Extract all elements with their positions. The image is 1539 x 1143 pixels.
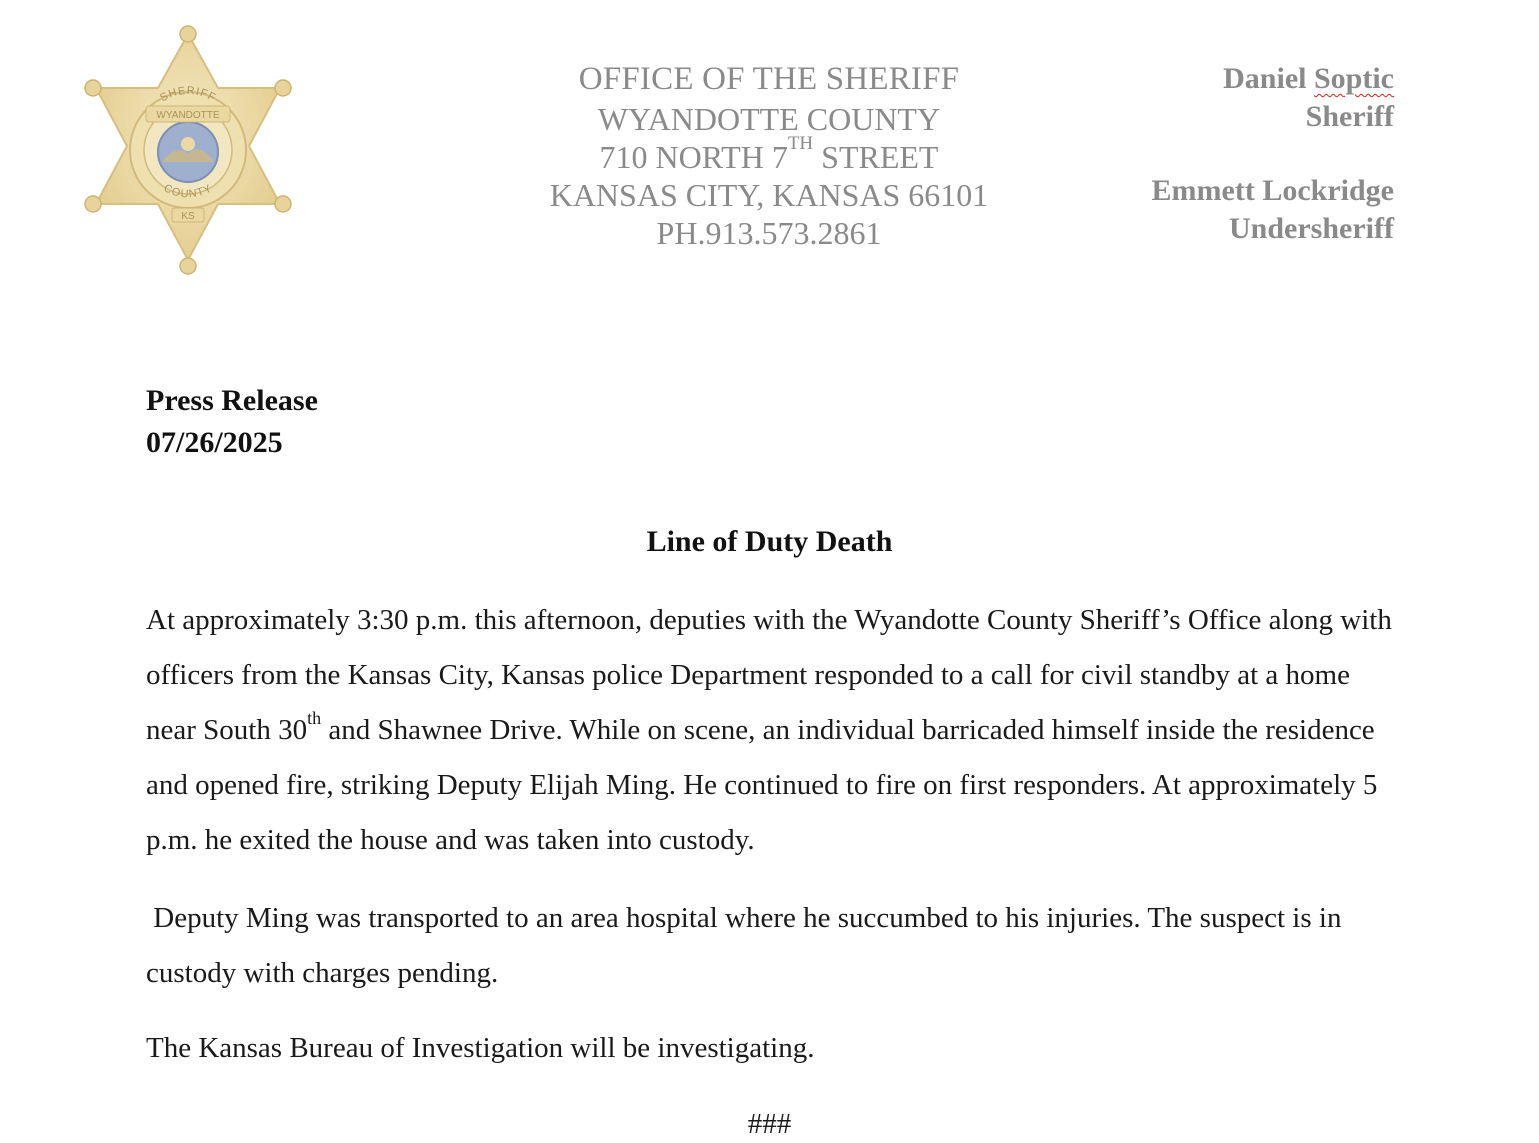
body-paragraph-1 [146, 593, 1394, 868]
sheriff-first-name: Daniel [1223, 62, 1314, 95]
undersheriff-title: Undersheriff [1229, 212, 1394, 245]
officials-block [1152, 60, 1394, 248]
street-ordinal: TH [787, 133, 814, 154]
badge-text-county: WYANDOTTE [156, 110, 220, 121]
letterhead-address-block [468, 58, 1070, 252]
badge-text-bottom: COUNTY [161, 182, 215, 201]
paragraph-1-text-b: and Shawnee Drive. While on scene, an individual barricaded himself inside the residence and opened fire, striking Deputy Elijah Ming. He continued to fire on first responders. At approximately 5 p.m. he exited the house and was taken into custody. [146, 714, 1378, 856]
end-mark: ### [747, 1108, 792, 1140]
paragraph-2-text: Deputy Ming was transported to an area hospital where he succumbed to his injuries. The suspect is in custody with charges pending. [146, 902, 1349, 989]
phone-number: PH.913.573.2861 [656, 215, 882, 251]
sheriff-star-badge-icon [72, 22, 304, 280]
press-release-label: Press Release [146, 384, 318, 417]
office-name: OFFICE OF THE SHERIFF [578, 61, 960, 97]
paragraph-1-ordinal: th [307, 708, 322, 728]
city-state-zip: KANSAS CITY, KANSAS 66101 [549, 177, 989, 213]
street-address [468, 133, 1070, 176]
press-release-date: 07/26/2025 [146, 426, 283, 459]
paragraph-1-text-a: At approximately 3:30 p.m. this afternoon, deputies with the Wyandotte County Sheriff’s Office along with officers from the Kansas City, Kansas police Department responded to a call for civil standby at a home near South 30 [146, 604, 1392, 746]
release-title: Line of Duty Death [646, 525, 893, 558]
sheriff-title: Sheriff [1305, 100, 1394, 133]
body-paragraph-3: The Kansas Bureau of Investigation will be investigating. [146, 1032, 815, 1064]
badge-text-top: SHERIFF [158, 84, 218, 105]
street-suffix: STREET [813, 139, 939, 175]
body-paragraph-2 [146, 891, 1394, 1001]
street-number: 710 NORTH 7 [599, 139, 788, 175]
press-release-header [146, 380, 318, 464]
county-name: WYANDOTTE COUNTY [597, 101, 941, 137]
sheriff-name [1152, 60, 1394, 98]
state-seal-icon [158, 122, 218, 182]
sheriff-last-name: Soptic [1313, 62, 1394, 95]
badge-text-state: KS [181, 211, 195, 222]
undersheriff-name: Emmett Lockridge [1151, 174, 1394, 207]
